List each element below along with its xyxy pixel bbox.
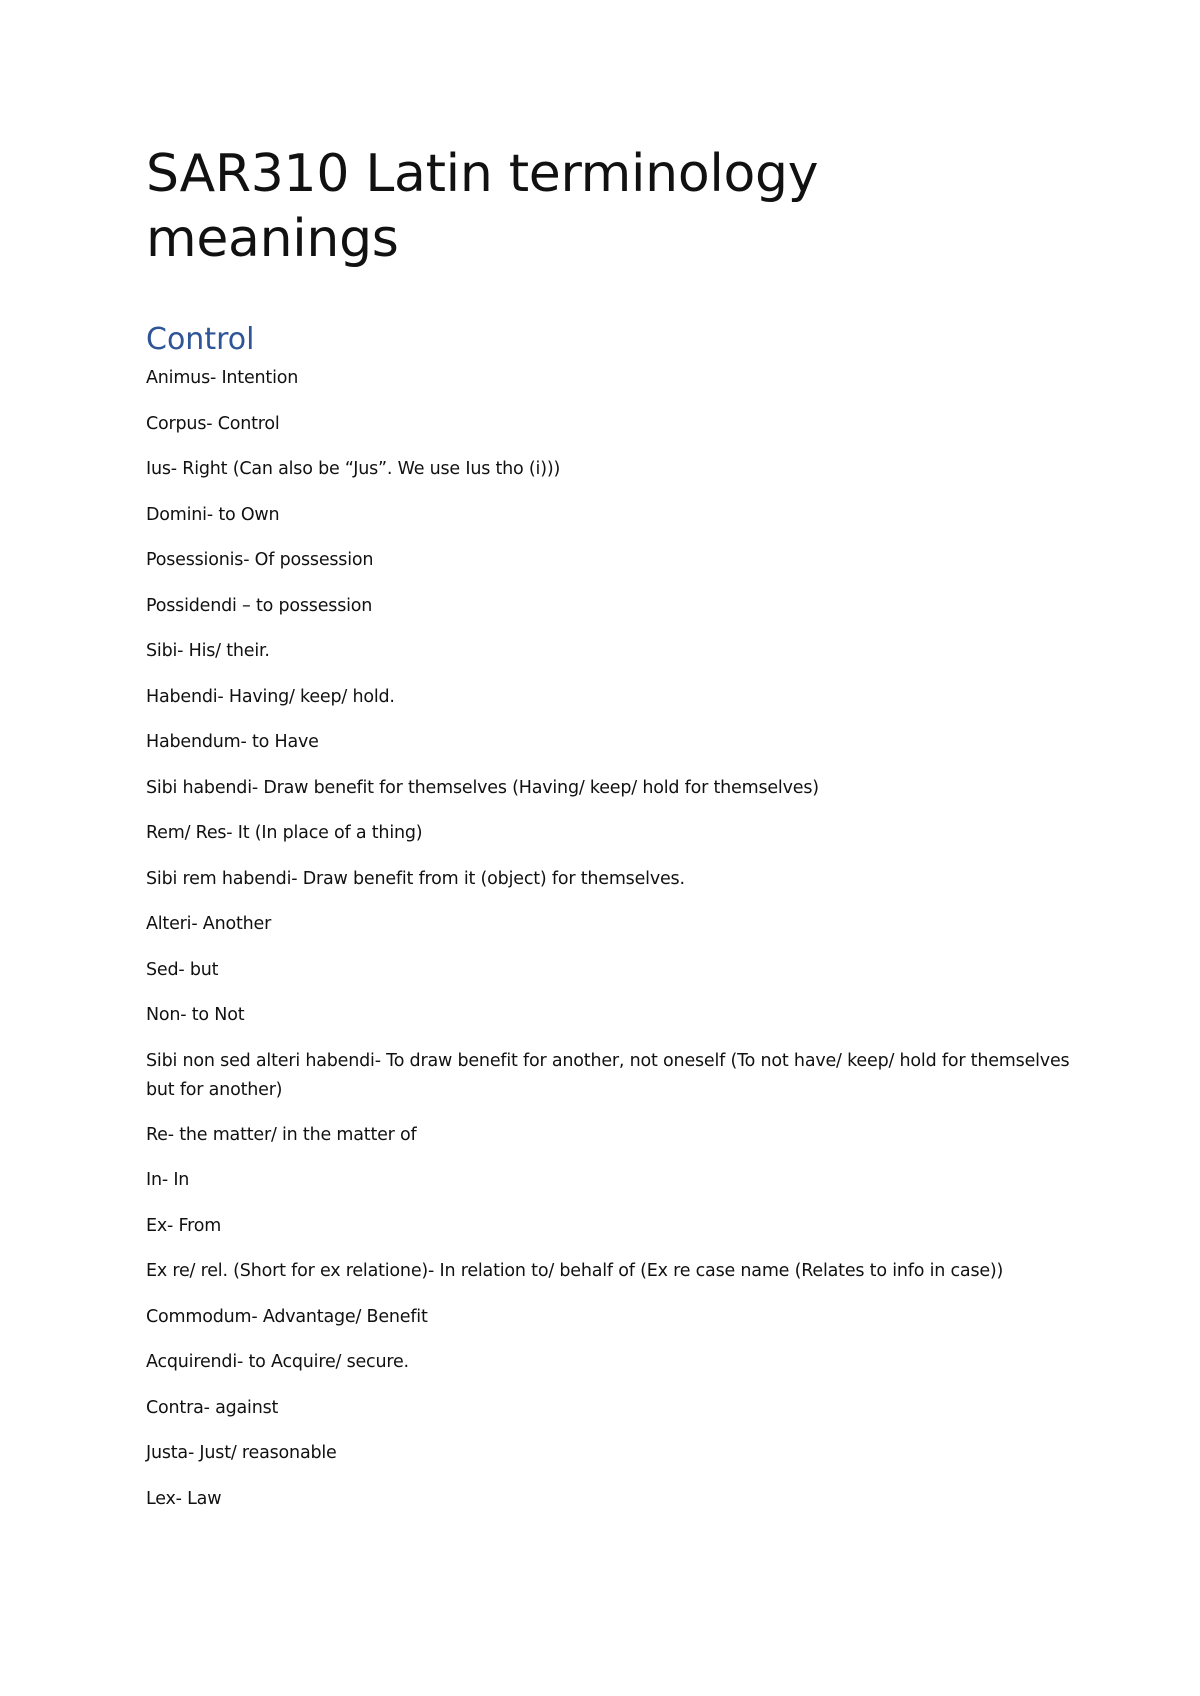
- term-item: Sibi habendi- Draw benefit for themselves (Having/ keep/ hold for themselves): [146, 777, 819, 798]
- term-item: Commodum- Advantage/ Benefit: [146, 1306, 428, 1327]
- term-item: Ex- From: [146, 1215, 222, 1236]
- term-item: In- In: [146, 1170, 190, 1190]
- term-item: Justa- Just/ reasonable: [146, 1443, 337, 1463]
- term-item: Rem/ Res- It (In place of a thing): [146, 823, 423, 843]
- term-item: Ex re/ rel. (Short for ex relatione)- In relation to/ behalf of (Ex re case name (Relates to info in case)): [146, 1261, 1004, 1281]
- term-item: Acquirendi- to Acquire/ secure.: [146, 1352, 409, 1372]
- term-item: Domini- to Own: [146, 504, 280, 525]
- term-item: Habendi- Having/ keep/ hold.: [146, 686, 395, 707]
- term-item: Sibi non sed alteri habendi- To draw benefit for another, not oneself (To not have/ keep/ hold for themselves but for another): [146, 1050, 1070, 1100]
- term-item: Posessionis- Of possession: [146, 550, 374, 570]
- section-heading-control: Control: [146, 322, 255, 357]
- term-item: Sibi- His/ their.: [146, 641, 270, 661]
- term-item: Habendum- to Have: [146, 732, 319, 752]
- term-item: Alteri- Another: [146, 914, 272, 934]
- term-item: Sed- but: [146, 959, 219, 980]
- term-item: Possidendi – to possession: [146, 595, 373, 616]
- term-item: Corpus- Control: [146, 413, 280, 434]
- term-item: Contra- against: [146, 1397, 279, 1418]
- document-title: SAR310 Latin terminology meanings: [146, 144, 819, 269]
- term-list: [146, 364, 1076, 1514]
- term-item: Ius- Right (Can also be “Jus”. We use Ius tho (i))): [146, 459, 561, 479]
- term-item: Animus- Intention: [146, 368, 299, 388]
- term-item: Non- to Not: [146, 1005, 245, 1025]
- document-page: [146, 142, 1076, 1530]
- term-item: Lex- Law: [146, 1488, 222, 1509]
- term-item: Sibi rem habendi- Draw benefit from it (object) for themselves.: [146, 868, 685, 889]
- term-item: Re- the matter/ in the matter of: [146, 1124, 417, 1145]
